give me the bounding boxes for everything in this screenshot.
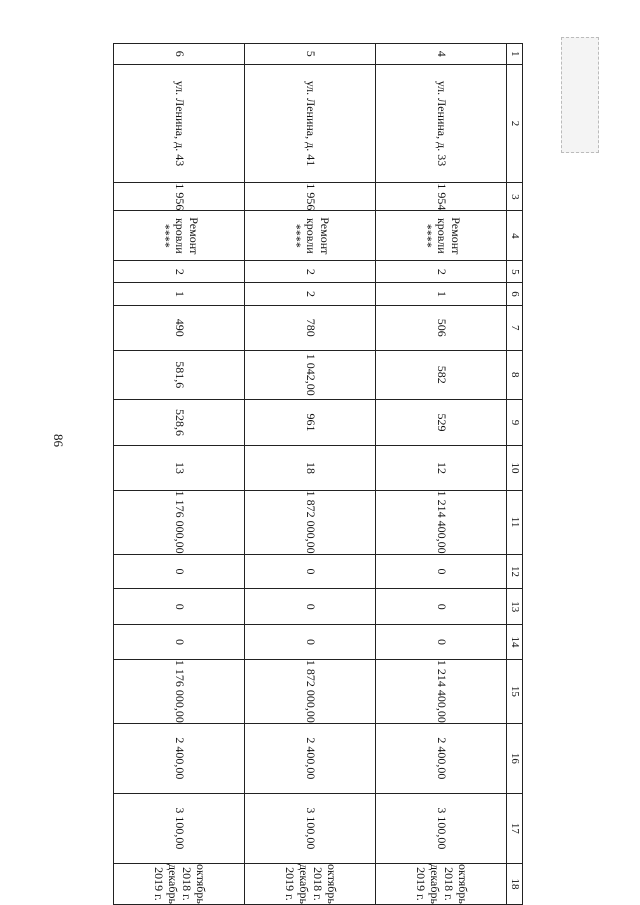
- table-cell: 582: [376, 350, 507, 399]
- table-row: [245, 44, 376, 905]
- table-cell: 2: [376, 261, 507, 283]
- column-number-cell: 6: [507, 283, 523, 305]
- table-cell: октябрь 2018 г. декабрь 2019 г.: [376, 863, 507, 904]
- column-number-cell: 14: [507, 625, 523, 660]
- column-number-row: [507, 44, 523, 905]
- table-cell: 4: [376, 44, 507, 65]
- table-cell: 581,6: [114, 350, 245, 399]
- repair-schedule-table: [113, 43, 523, 905]
- table-cell: 2 400,00: [376, 723, 507, 793]
- table-cell: 961: [245, 399, 376, 446]
- table-cell: 1 042,00: [245, 350, 376, 399]
- table-cell: 529: [376, 399, 507, 446]
- table-cell: 0: [376, 589, 507, 625]
- table-cell: 1 214 400,00: [376, 659, 507, 723]
- table-cell: 780: [245, 305, 376, 350]
- column-number-cell: 1: [507, 44, 523, 65]
- table-cell: 13: [114, 446, 245, 490]
- table-cell: 1: [376, 283, 507, 305]
- table-row: [376, 44, 507, 905]
- table-cell: 6: [114, 44, 245, 65]
- table-cell: 2 400,00: [245, 723, 376, 793]
- table-cell: 0: [245, 589, 376, 625]
- table-cell: 0: [114, 625, 245, 660]
- table-cell: 1 956: [114, 183, 245, 211]
- table-cell: 0: [376, 554, 507, 589]
- table-cell: 1 176 000,00: [114, 659, 245, 723]
- table-cell: 0: [245, 554, 376, 589]
- column-number-cell: 17: [507, 793, 523, 863]
- column-number-cell: 12: [507, 554, 523, 589]
- table-cell: 1 872 000,00: [245, 659, 376, 723]
- table-cell: 1 872 000,00: [245, 490, 376, 554]
- table-cell: 2: [114, 261, 245, 283]
- table-cell: 0: [114, 554, 245, 589]
- table-row: [114, 44, 245, 905]
- column-number-cell: 15: [507, 659, 523, 723]
- table-cell: 506: [376, 305, 507, 350]
- table-cell: 3 100,00: [245, 793, 376, 863]
- table-cell: 5: [245, 44, 376, 65]
- table-cell: 2: [245, 261, 376, 283]
- table-cell: 0: [376, 625, 507, 660]
- column-number-cell: 18: [507, 863, 523, 904]
- column-number-cell: 8: [507, 350, 523, 399]
- table-cell: 1 954: [376, 183, 507, 211]
- table-cell: 1 176 000,00: [114, 490, 245, 554]
- stamp-image: [561, 37, 599, 153]
- column-number-cell: 7: [507, 305, 523, 350]
- page-number: 86: [51, 434, 66, 447]
- table-cell: 0: [245, 625, 376, 660]
- table-cell: 3 100,00: [376, 793, 507, 863]
- table-cell: ул. Ленина, д. 33: [376, 64, 507, 183]
- table-cell: 1 956: [245, 183, 376, 211]
- table-cell: 2 400,00: [114, 723, 245, 793]
- column-number-cell: 10: [507, 446, 523, 490]
- column-number-cell: 2: [507, 64, 523, 183]
- table-cell: Ремонт кровли ****: [376, 211, 507, 261]
- table-cell: 3 100,00: [114, 793, 245, 863]
- table-cell: 12: [376, 446, 507, 490]
- table-cell: ул. Ленина, д. 43: [114, 64, 245, 183]
- table-cell: 2: [245, 283, 376, 305]
- table-cell: октябрь 2018 г. декабрь 2019 г.: [245, 863, 376, 904]
- column-number-cell: 11: [507, 490, 523, 554]
- column-number-cell: 3: [507, 183, 523, 211]
- table-cell: Ремонт кровли ****: [245, 211, 376, 261]
- table-cell: 18: [245, 446, 376, 490]
- table-cell: 0: [114, 589, 245, 625]
- table-cell: 1: [114, 283, 245, 305]
- column-number-cell: 5: [507, 261, 523, 283]
- table-cell: ул. Ленина, д. 41: [245, 64, 376, 183]
- table-cell: Ремонт кровли ****: [114, 211, 245, 261]
- column-number-cell: 16: [507, 723, 523, 793]
- column-number-cell: 13: [507, 589, 523, 625]
- table-cell: 528,6: [114, 399, 245, 446]
- table-cell: октябрь 2018 г. декабрь 2019 г.: [114, 863, 245, 904]
- column-number-cell: 9: [507, 399, 523, 446]
- table-cell: 1 214 400,00: [376, 490, 507, 554]
- column-number-cell: 4: [507, 211, 523, 261]
- table-cell: 490: [114, 305, 245, 350]
